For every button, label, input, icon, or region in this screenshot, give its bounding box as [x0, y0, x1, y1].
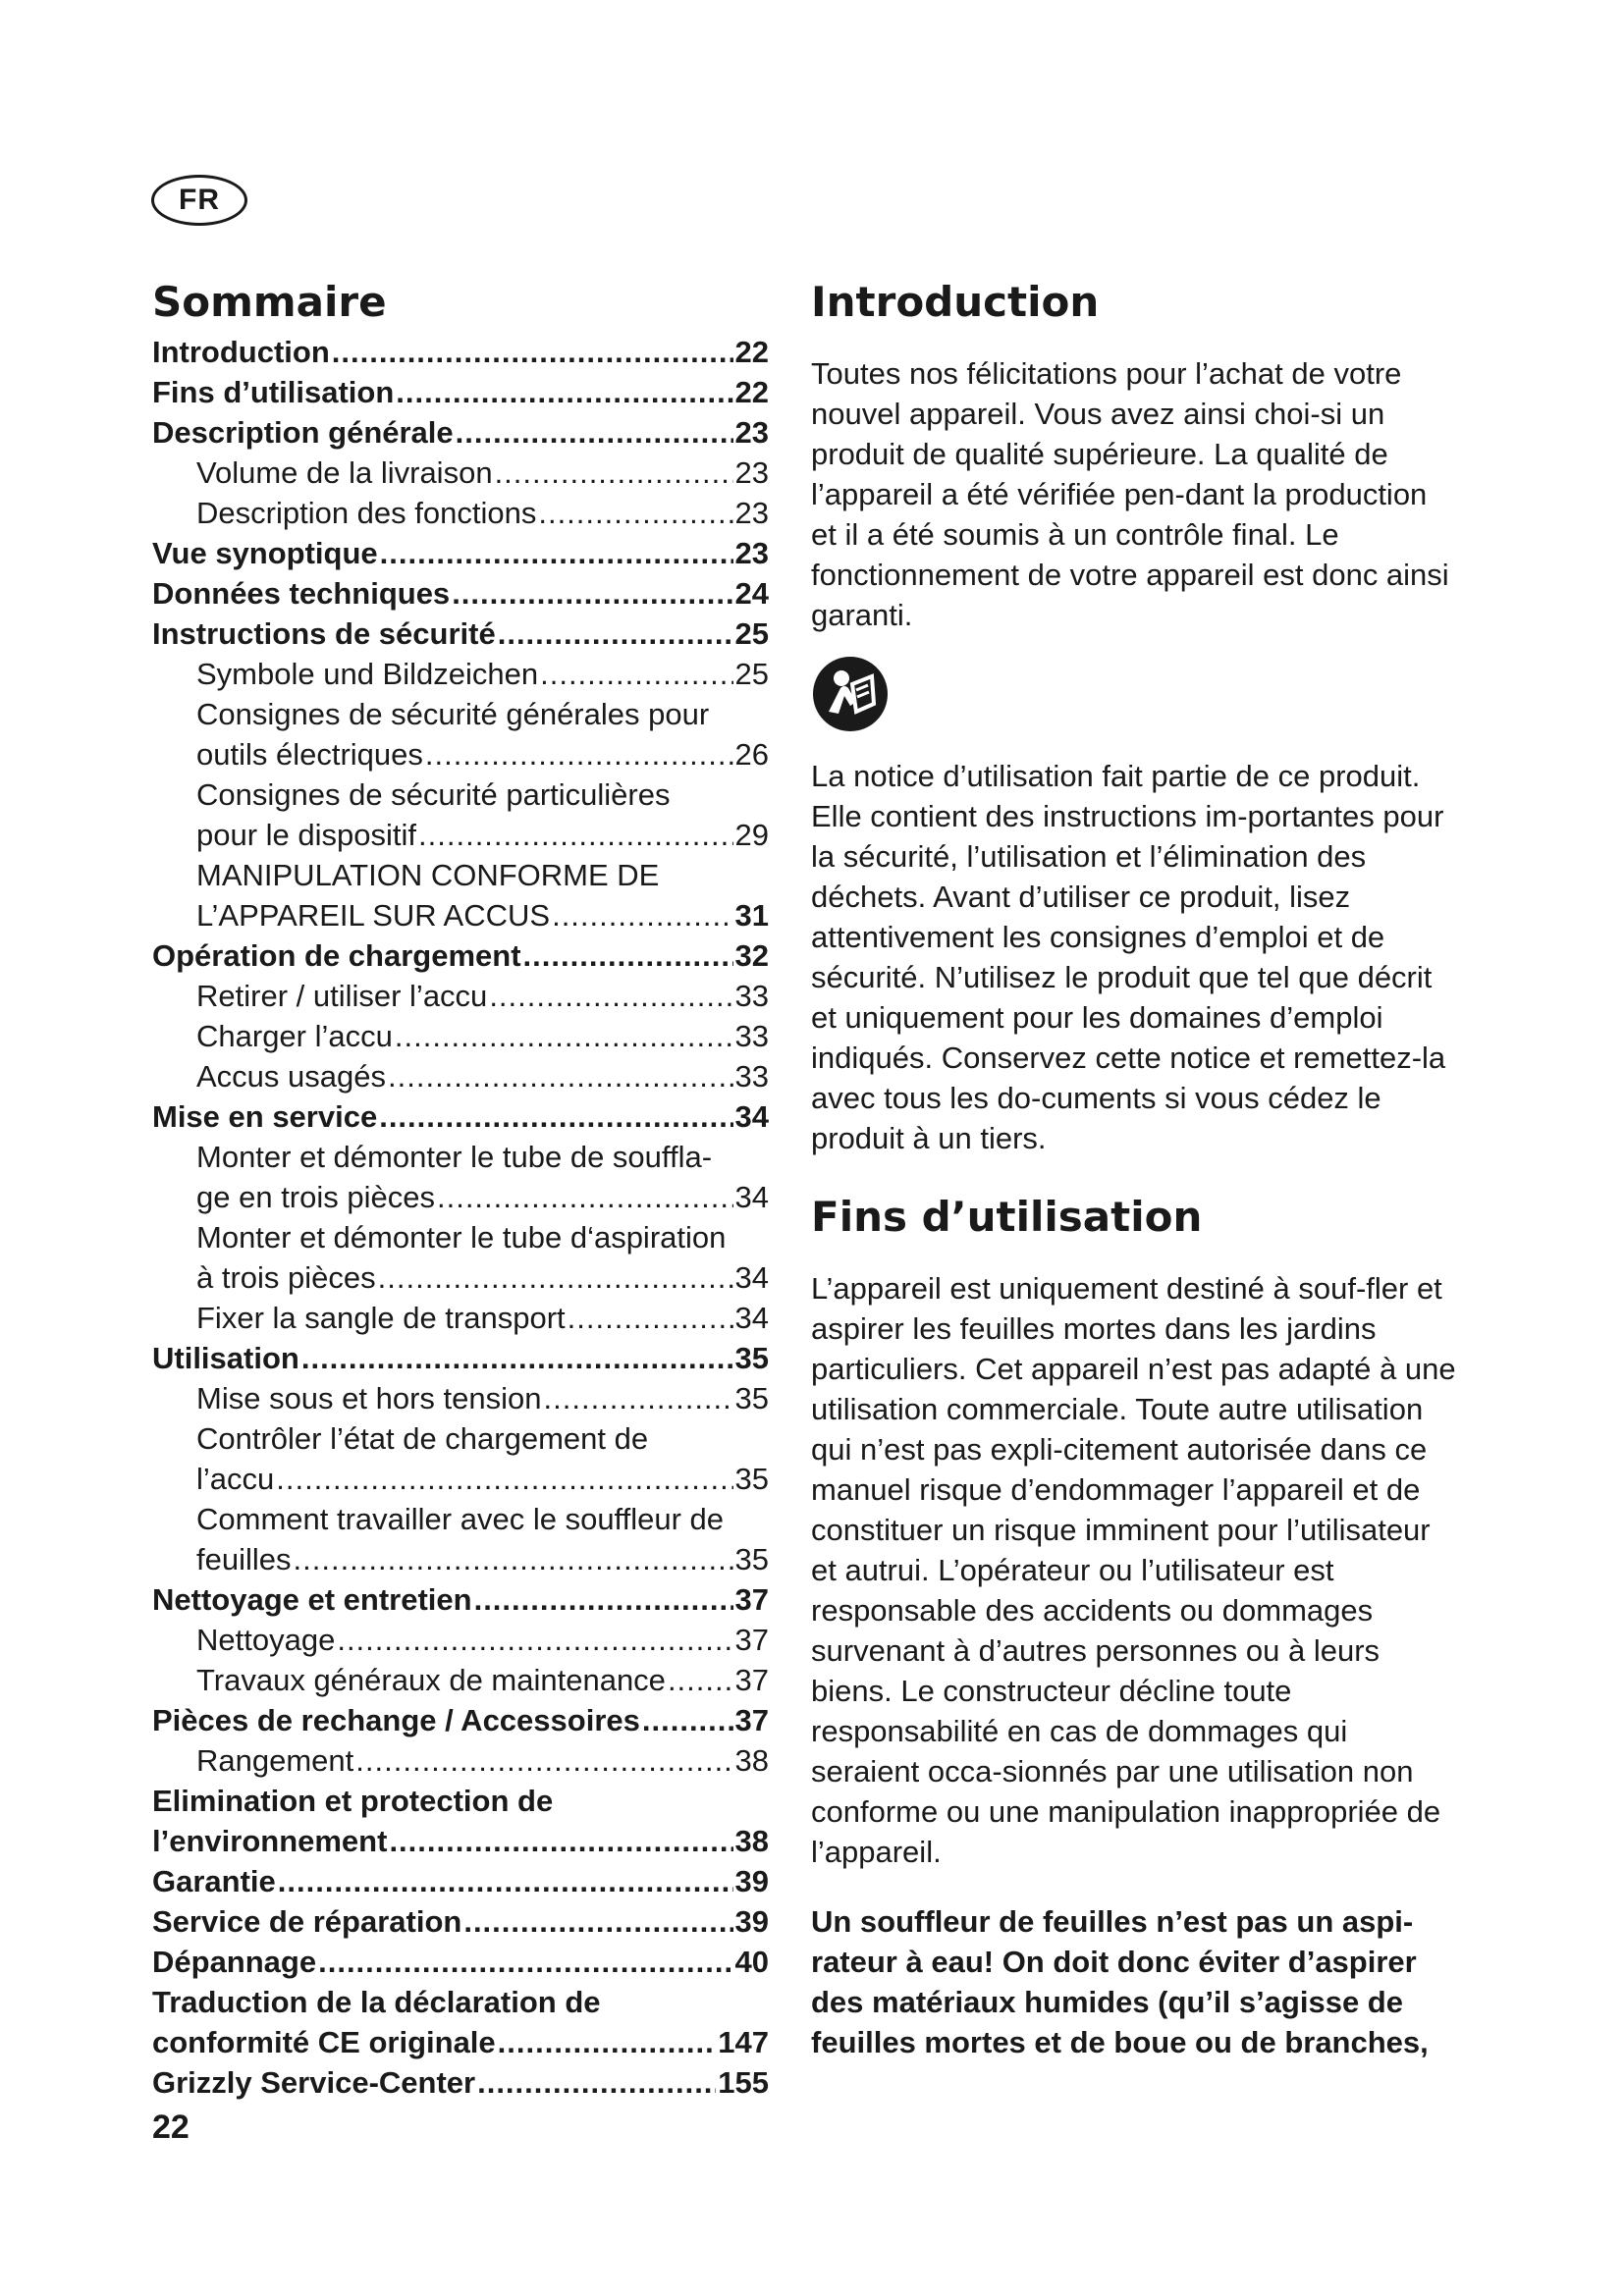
toc-entry-page: 22: [734, 375, 769, 409]
toc-leader-dots: [538, 493, 732, 533]
toc-entry-title: Charger l’accu: [196, 1019, 393, 1053]
toc-entry: [152, 1821, 769, 1861]
toc-entry-page: 38: [734, 1743, 769, 1778]
toc-entry: [152, 1298, 769, 1338]
toc-leader-dots: [337, 1620, 732, 1660]
toc-entry: [152, 1861, 769, 1901]
toc-entry-title: Mise en service: [152, 1099, 378, 1134]
toc-entry-title: L’APPAREIL SUR ACCUS: [196, 898, 551, 933]
toc-entry: [152, 1177, 769, 1217]
toc-entry-page: 35: [734, 1381, 769, 1415]
toc-entry: [152, 654, 769, 694]
toc-entry-title: conformité CE originale: [152, 2025, 496, 2059]
toc-entry-title: Traduction de la déclaration de: [152, 1985, 601, 2019]
toc-entry-title: Elimination et protection de: [152, 1784, 554, 1818]
toc-entry: [152, 1942, 769, 1982]
toc-entry-title: Mise sous et hors tension: [196, 1381, 542, 1415]
toc-leader-dots: [301, 1338, 733, 1378]
toc-entry-page: 37: [734, 1582, 769, 1617]
toc-entry-title: Volume de la livraison: [196, 455, 493, 490]
toc-entry: [152, 855, 769, 895]
toc-entry: [152, 1620, 769, 1660]
toc-entry: [152, 1982, 769, 2022]
toc-entry-page: 39: [734, 1904, 769, 1939]
toc-entry-page: 26: [734, 737, 769, 772]
toc-entry: [152, 694, 769, 734]
toc-leader-dots: [389, 1821, 732, 1861]
toc-entry: [152, 1257, 769, 1298]
toc-entry-title: Introduction: [152, 335, 330, 369]
toc-leader-dots: [276, 1459, 732, 1499]
toc-entry: [152, 332, 769, 372]
toc-entry: [152, 1056, 769, 1096]
toc-entry-title: Contrôler l’état de chargement de: [196, 1421, 649, 1456]
toc-entry-page: 23: [734, 536, 769, 570]
introduction-paragraph: Toutes nos félicitations pour l’achat de votre nouvel appareil. Vous avez ainsi choi-si un produit de qualité supérieure. La qualité de l’appareil a été vérifiée pen-dant la production et il a été soumis à un contrôle final. Le fonctionnement de votre appareil est donc ainsi garanti.: [811, 356, 1449, 632]
toc-entry: [152, 976, 769, 1016]
toc-entry: [152, 1539, 769, 1579]
toc-leader-dots: [332, 332, 733, 372]
toc-entry-title: Description des fonctions: [196, 496, 537, 530]
toc-entry-title: Comment travailler avec le souffleur de: [196, 1502, 725, 1536]
toc-entry-page: 155: [718, 2065, 769, 2100]
toc-entry-title: Dépannage: [152, 1945, 317, 1979]
toc-leader-dots: [396, 372, 732, 412]
toc-leader-dots: [498, 614, 733, 654]
toc-entry-title: Données techniques: [152, 576, 451, 611]
toc-entry: [152, 1901, 769, 1942]
intended-use-paragraph: L’appareil est uniquement destiné à souf-fler et aspirer les feuilles mortes dans les jardins particuliers. Cet appareil n’est pas adapté à une utilisation commerciale. Toute autre utilisation qui n’est pas expli-citement autorisée dans ce manuel risque d’endommager l’appareil et de constituer un risque imminent pour l’utilisateur et autrui. L’opérateur ou l’utilisateur est responsable des accidents ou dommages survenant à d’autres personnes ou à leurs biens. Le constructeur décline toute responsabilité en cas de dommages qui seraient occa-sionnés par une utilisation non conforme ou une manipulation inappropriée de l’appareil.: [811, 1271, 1456, 1869]
toc-entry-title: Nettoyage et entretien: [152, 1582, 472, 1617]
toc-leader-dots: [474, 1579, 733, 1620]
toc-entry: [152, 1217, 769, 1257]
manual-notice-paragraph: La notice d’utilisation fait partie de ce produit. Elle contient des instructions im-portantes pour la sécurité, l’utilisation et l’élimination des déchets. Avant d’utiliser ce produit, lisez attentivement les consignes d’emploi et de sécurité. N’utilisez le produit que tel que décrit et uniquement pour les domaines d’emploi indiqués. Conservez cette notice et remettez-la avec tous les do-cuments si vous cédez le produit à un tiers.: [811, 759, 1446, 1155]
toc-entry-page: 34: [734, 1301, 769, 1335]
toc-entry: [152, 412, 769, 453]
toc-entry-title: Fins d’utilisation: [152, 375, 395, 409]
toc-leader-dots: [355, 1740, 732, 1781]
toc-entry: [152, 1660, 769, 1700]
toc-leader-dots: [463, 1901, 732, 1942]
toc-entry-title: Nettoyage: [196, 1623, 336, 1657]
toc-entry: [152, 895, 769, 935]
toc-entry-title: Consignes de sécurité particulières: [196, 777, 671, 812]
toc-leader-dots: [294, 1539, 733, 1579]
toc-entry-title: Utilisation: [152, 1341, 299, 1375]
toc-entry-page: 35: [734, 1341, 769, 1375]
toc-leader-dots: [668, 1660, 733, 1700]
language-badge: FR: [151, 175, 247, 226]
toc-leader-dots: [378, 1257, 733, 1298]
toc-entry-title: Rangement: [196, 1743, 354, 1778]
toc-entry-title: Description générale: [152, 415, 454, 450]
toc-entry-page: 22: [734, 335, 769, 369]
toc-leader-dots: [498, 2022, 717, 2062]
toc-entry: [152, 1499, 769, 1539]
toc-entry-page: 25: [734, 616, 769, 651]
warning-paragraph: Un souffleur de feuilles n’est pas un aspi-rateur à eau! On doit donc éviter d’aspirer des matériaux humides (qu’il s’agisse de feuilles mortes et de boue ou de branches,: [811, 1904, 1429, 2059]
toc-entry: [152, 493, 769, 533]
toc-entry-page: 33: [734, 979, 769, 1013]
toc-entry-page: 38: [734, 1824, 769, 1858]
toc-leader-dots: [523, 935, 733, 976]
toc-leader-dots: [437, 1177, 733, 1217]
toc-entry-title: Instructions de sécurité: [152, 616, 496, 651]
toc-entry: [152, 2062, 769, 2103]
toc-entry: [152, 1016, 769, 1056]
toc-entry: [152, 1459, 769, 1499]
toc-entry-title: Symbole und Bildzeichen: [196, 657, 539, 691]
toc-leader-dots: [425, 734, 733, 774]
toc-entry-page: 31: [734, 898, 769, 933]
toc-entry-title: Garantie: [152, 1864, 276, 1898]
toc-entry: [152, 1579, 769, 1620]
toc-leader-dots: [642, 1700, 733, 1740]
toc-entry-page: 32: [734, 938, 769, 973]
toc-entry: [152, 453, 769, 493]
toc-entry-title: MANIPULATION CONFORME DE: [196, 858, 660, 892]
toc-entry-page: 37: [734, 1703, 769, 1737]
toc-entry-title: pour le dispositif: [196, 818, 417, 852]
toc-entry-page: 29: [734, 818, 769, 852]
toc-entry-page: 34: [734, 1099, 769, 1134]
toc-leader-dots: [456, 412, 733, 453]
toc-entry-title: Consignes de sécurité générales pour: [196, 697, 710, 731]
toc-entry-page: 40: [734, 1945, 769, 1979]
toc-entry: [152, 1096, 769, 1137]
toc-entry-page: 33: [734, 1059, 769, 1094]
toc-entry-page: 35: [734, 1462, 769, 1496]
toc-leader-dots: [477, 2062, 716, 2103]
toc-leader-dots: [495, 453, 733, 493]
toc-entry-page: 24: [734, 576, 769, 611]
toc-entry-page: 25: [734, 657, 769, 691]
toc-entry-title: feuilles: [196, 1542, 292, 1576]
toc-entry: [152, 2022, 769, 2062]
toc-entry-title: à trois pièces: [196, 1260, 376, 1295]
toc-entry: [152, 1137, 769, 1177]
toc-entry: [152, 1378, 769, 1418]
toc-leader-dots: [540, 654, 732, 694]
toc-entry-page: 34: [734, 1260, 769, 1295]
toc-leader-dots: [380, 533, 733, 573]
toc-leader-dots: [452, 573, 732, 614]
toc-entry: [152, 1740, 769, 1781]
toc-entry-page: 33: [734, 1019, 769, 1053]
toc-entry-title: Monter et démonter le tube d‘aspiration: [196, 1220, 727, 1255]
toc-entry-title: l’accu: [196, 1462, 275, 1496]
toc-entry-title: Opération de chargement: [152, 938, 521, 973]
toc-leader-dots: [318, 1942, 732, 1982]
table-of-contents: [152, 273, 769, 2103]
toc-entry-title: l’environnement: [152, 1824, 388, 1858]
toc-entry-page: 34: [734, 1180, 769, 1214]
toc-entry-title: ge en trois pièces: [196, 1180, 435, 1214]
content-column: [811, 273, 1459, 2062]
toc-entry-title: Monter et démonter le tube de souffla-: [196, 1140, 713, 1174]
toc-entry-title: Accus usagés: [196, 1059, 386, 1094]
toc-leader-dots: [278, 1861, 733, 1901]
toc-entry: [152, 1338, 769, 1378]
toc-entry: [152, 734, 769, 774]
toc-leader-dots: [395, 1016, 733, 1056]
toc-entry: [152, 815, 769, 855]
toc-entry-page: 23: [734, 496, 769, 530]
toc-leader-dots: [379, 1096, 732, 1137]
toc-entry: [152, 533, 769, 573]
toc-entry-page: 147: [718, 2025, 769, 2059]
toc-entry-page: 35: [734, 1542, 769, 1576]
toc-entry-title: Travaux généraux de maintenance: [196, 1663, 666, 1697]
toc-entry-title: Service de réparation: [152, 1904, 462, 1939]
toc-entry-page: 37: [734, 1663, 769, 1697]
toc-leader-dots: [388, 1056, 733, 1096]
toc-entry-title: Vue synoptique: [152, 536, 378, 570]
introduction-heading: Introduction: [811, 278, 1100, 326]
toc-entry: [152, 774, 769, 815]
toc-entry: [152, 1781, 769, 1821]
toc-leader-dots: [544, 1378, 733, 1418]
page-number: 22: [152, 2109, 189, 2146]
toc-entry: [152, 372, 769, 412]
toc-leader-dots: [552, 895, 732, 935]
toc-list: [152, 332, 769, 2103]
toc-leader-dots: [489, 976, 732, 1016]
toc-entry-page: 37: [734, 1623, 769, 1657]
intended-use-heading: Fins d’utilisation: [811, 1193, 1203, 1241]
toc-entry: [152, 614, 769, 654]
toc-entry-title: Fixer la sangle de transport: [196, 1301, 566, 1335]
read-manual-icon: [811, 655, 890, 733]
toc-entry: [152, 1418, 769, 1459]
toc-entry-title: Grizzly Service-Center: [152, 2065, 476, 2100]
toc-title: Sommaire: [152, 278, 387, 326]
toc-entry-page: 23: [734, 455, 769, 490]
toc-entry-title: outils électriques: [196, 737, 423, 772]
toc-entry-title: Pièces de rechange / Accessoires: [152, 1703, 640, 1737]
toc-entry-page: 23: [734, 415, 769, 450]
toc-entry-page: 39: [734, 1864, 769, 1898]
toc-leader-dots: [418, 815, 733, 855]
toc-entry: [152, 1700, 769, 1740]
toc-entry: [152, 573, 769, 614]
toc-entry: [152, 935, 769, 976]
toc-leader-dots: [568, 1298, 733, 1338]
toc-entry-title: Retirer / utiliser l’accu: [196, 979, 488, 1013]
